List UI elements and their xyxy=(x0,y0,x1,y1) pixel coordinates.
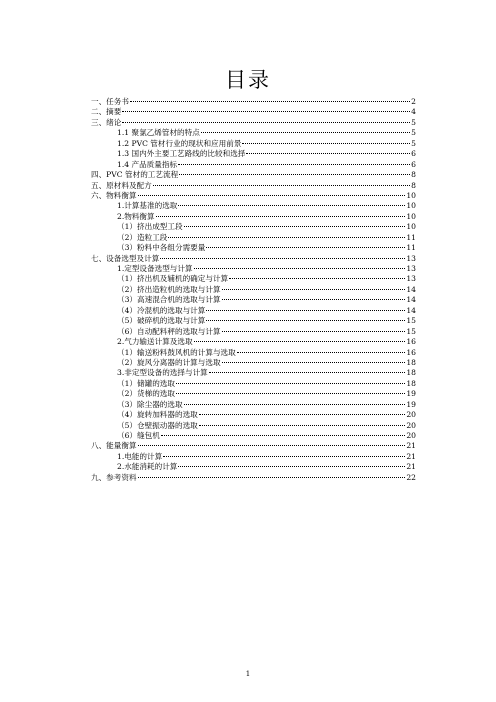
toc-entry-page: 14 xyxy=(406,305,416,315)
toc-entry-page: 21 xyxy=(406,451,416,461)
dot-leader xyxy=(184,404,406,405)
toc-entry-label: 九、参考资料 xyxy=(91,472,137,482)
toc-entry-label: 1.4 产品质量指标 xyxy=(117,159,178,169)
toc-entry-page: 22 xyxy=(406,472,416,482)
toc-entry-page: 10 xyxy=(406,211,416,221)
toc-entry[interactable] xyxy=(91,274,416,284)
dot-leader xyxy=(229,278,405,279)
dot-leader xyxy=(199,425,406,426)
dot-leader xyxy=(237,352,406,353)
dot-leader xyxy=(176,393,405,394)
dot-leader xyxy=(176,383,405,384)
toc-entry-label: （4）旋转加料器的选取 xyxy=(117,410,198,420)
toc-entry[interactable] xyxy=(91,327,416,337)
toc-entry-label: （3）除尘器的选取 xyxy=(117,399,183,409)
toc-entry[interactable] xyxy=(91,421,416,431)
dot-leader xyxy=(138,195,406,196)
toc-entry-page: 11 xyxy=(406,232,416,242)
toc-entry-page: 6 xyxy=(411,149,416,159)
dot-leader xyxy=(163,456,405,457)
toc-entry[interactable] xyxy=(91,358,416,368)
toc-entry-page: 8 xyxy=(411,170,416,180)
toc-entry[interactable] xyxy=(91,410,416,420)
toc-entry-label: 3.非定型设备的选择与计算 xyxy=(117,368,208,378)
toc-entry-page: 13 xyxy=(406,264,416,273)
toc-entry[interactable] xyxy=(91,128,416,138)
toc-entry[interactable] xyxy=(91,389,416,399)
toc-entry[interactable] xyxy=(91,201,416,211)
dot-leader xyxy=(184,226,406,227)
toc-entry-page: 5 xyxy=(411,128,416,138)
toc-entry-label: （2）挤出造粒机的选取与计算 xyxy=(117,284,221,294)
toc-entry[interactable] xyxy=(91,337,416,347)
dot-leader xyxy=(179,174,410,175)
toc-entry[interactable] xyxy=(91,97,416,107)
toc-entry-page: 10 xyxy=(406,201,416,211)
toc-entry[interactable] xyxy=(91,118,416,128)
toc-entry-label: （2）货梯的选取 xyxy=(117,389,175,399)
toc-entry-label: 一、任务书 xyxy=(91,97,129,106)
dot-leader xyxy=(168,237,405,238)
toc-entry[interactable] xyxy=(91,222,416,232)
dot-leader xyxy=(242,143,410,144)
toc-entry[interactable] xyxy=(91,264,416,274)
toc-entry-label: 七、设备选型及计算 xyxy=(91,253,160,263)
toc-entry-label: 2.物料衡算 xyxy=(117,211,155,221)
toc-entry[interactable] xyxy=(91,181,416,191)
toc-entry[interactable] xyxy=(91,254,416,264)
dot-leader xyxy=(209,372,406,373)
toc-entry[interactable] xyxy=(91,431,416,441)
toc-entry-label: （3）高速混合机的选取与计算 xyxy=(117,295,221,305)
toc-entry[interactable] xyxy=(91,400,416,410)
toc-entry[interactable] xyxy=(91,160,416,170)
toc-entry-page: 15 xyxy=(406,316,416,326)
toc-entry-label: 1.计算基准的选取 xyxy=(117,201,178,211)
table-of-contents xyxy=(91,97,416,483)
toc-entry-page: 20 xyxy=(406,431,416,440)
toc-entry[interactable] xyxy=(91,306,416,316)
toc-entry[interactable] xyxy=(91,285,416,295)
toc-entry-label: 五、原材料及配方 xyxy=(91,180,152,190)
toc-entry-page: 14 xyxy=(406,284,416,294)
toc-entry-page: 11 xyxy=(406,243,416,253)
dot-leader xyxy=(222,362,406,363)
toc-entry[interactable] xyxy=(91,149,416,159)
dot-leader xyxy=(138,445,406,446)
dot-leader xyxy=(206,320,405,321)
toc-entry-page: 15 xyxy=(406,326,416,336)
dot-leader xyxy=(178,466,405,467)
toc-entry-page: 21 xyxy=(406,462,416,472)
dot-leader xyxy=(122,122,410,123)
toc-entry-label: （5）破碎机的选取与计算 xyxy=(117,316,206,326)
toc-entry[interactable] xyxy=(91,191,416,201)
toc-entry-page: 13 xyxy=(406,274,416,284)
toc-entry[interactable] xyxy=(91,452,416,462)
dot-leader xyxy=(122,111,410,112)
page-title: 目录 xyxy=(225,68,271,92)
toc-entry[interactable] xyxy=(91,107,416,117)
toc-entry-page: 5 xyxy=(411,138,416,148)
dot-leader xyxy=(178,205,405,206)
dot-leader xyxy=(194,268,406,269)
toc-entry-page: 5 xyxy=(411,117,416,127)
toc-entry-label: 二、摘要 xyxy=(91,107,122,117)
toc-entry-label: 1.3 国内外主要工艺路线的比较和选择 xyxy=(117,149,246,159)
toc-entry-label: 八、能量衡算 xyxy=(91,441,137,451)
toc-entry-page: 2 xyxy=(411,97,416,106)
toc-entry-label: （2）旋风分离器的计算与选取 xyxy=(117,357,221,367)
toc-entry-page: 14 xyxy=(406,295,416,305)
toc-entry-label: 1.定型设备选型与计算 xyxy=(117,264,193,273)
toc-entry-page: 20 xyxy=(406,410,416,420)
dot-leader xyxy=(206,247,405,248)
toc-entry-label: （6）自动配料秤的选取与计算 xyxy=(117,326,221,336)
dot-leader xyxy=(194,341,406,342)
toc-entry-label: （1）储罐的选取 xyxy=(117,378,175,388)
toc-entry-label: （1）输送粉料鼓风机的计算与选取 xyxy=(117,347,236,357)
toc-entry[interactable] xyxy=(91,316,416,326)
page-number: 1 xyxy=(245,670,251,678)
toc-entry-page: 4 xyxy=(411,107,416,117)
toc-entry[interactable] xyxy=(91,368,416,378)
dot-leader xyxy=(161,435,406,436)
toc-entry-label: 2.水能消耗的计算 xyxy=(117,462,178,472)
toc-entry[interactable] xyxy=(91,295,416,305)
toc-entry-label: 四、PVC 管材的工艺流程 xyxy=(91,170,179,180)
dot-leader xyxy=(246,153,410,154)
toc-entry-page: 21 xyxy=(406,441,416,451)
toc-entry-page: 13 xyxy=(406,253,416,263)
toc-entry[interactable] xyxy=(91,473,416,483)
toc-entry-label: 六、物料衡算 xyxy=(91,190,137,200)
toc-entry-page: 6 xyxy=(411,159,416,169)
toc-entry-label: 三、绪论 xyxy=(91,117,122,127)
dot-leader xyxy=(153,185,410,186)
toc-entry-page: 18 xyxy=(406,378,416,388)
toc-entry-page: 20 xyxy=(406,420,416,430)
toc-entry-page: 16 xyxy=(406,337,416,347)
dot-leader xyxy=(199,414,406,415)
toc-entry-label: （6）缝包机 xyxy=(117,431,160,440)
toc-entry[interactable] xyxy=(91,243,416,253)
dot-leader xyxy=(201,132,410,133)
toc-entry-label: （5）仓壁振动器的选取 xyxy=(117,420,198,430)
dot-leader xyxy=(222,331,406,332)
toc-entry[interactable] xyxy=(91,170,416,180)
toc-entry-label: （1）挤出机及辅机的确定与计算 xyxy=(117,274,229,284)
toc-entry-page: 10 xyxy=(406,190,416,200)
dot-leader xyxy=(222,299,406,300)
dot-leader xyxy=(156,216,406,217)
toc-entry-page: 16 xyxy=(406,347,416,357)
toc-entry-page: 18 xyxy=(406,357,416,367)
dot-leader xyxy=(222,289,406,290)
toc-entry-label: （4）冷混机的选取与计算 xyxy=(117,305,206,315)
toc-entry[interactable] xyxy=(91,348,416,358)
toc-entry-label: 1.1 聚氯乙烯管材的特点 xyxy=(117,128,200,138)
dot-leader xyxy=(160,258,405,259)
toc-entry-label: （1）挤出成型工段 xyxy=(117,222,183,232)
toc-entry[interactable] xyxy=(91,212,416,222)
toc-entry-page: 18 xyxy=(406,368,416,378)
dot-leader xyxy=(206,310,405,311)
toc-entry-label: （3）粉料中各组分需要量 xyxy=(117,243,206,253)
toc-entry-page: 19 xyxy=(406,389,416,399)
toc-entry[interactable] xyxy=(91,462,416,472)
toc-entry-label: 2.气力输送计算及选取 xyxy=(117,337,193,347)
toc-entry[interactable] xyxy=(91,233,416,243)
toc-entry-page: 10 xyxy=(406,222,416,232)
toc-entry-label: 1.电能的计算 xyxy=(117,451,163,461)
dot-leader xyxy=(178,164,410,165)
toc-entry-page: 19 xyxy=(406,399,416,409)
toc-entry[interactable] xyxy=(91,441,416,451)
toc-entry[interactable] xyxy=(91,139,416,149)
toc-entry-page: 8 xyxy=(411,180,416,190)
toc-entry-label: （2）造粒工段 xyxy=(117,232,168,242)
dot-leader xyxy=(138,477,406,478)
dot-leader xyxy=(130,101,410,102)
toc-entry-label: 1.2 PVC 管材行业的现状和应用前景 xyxy=(117,138,242,148)
toc-entry[interactable] xyxy=(91,379,416,389)
